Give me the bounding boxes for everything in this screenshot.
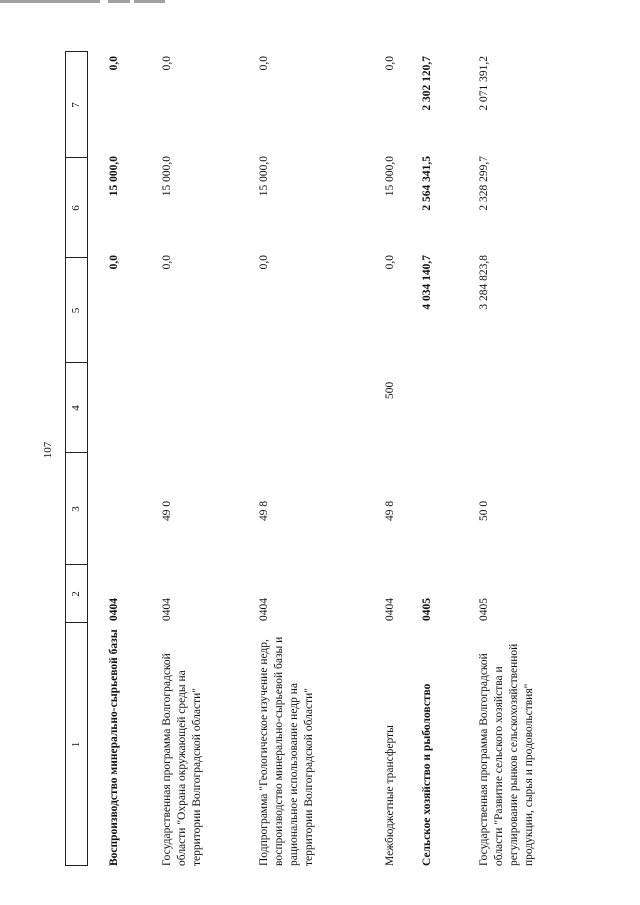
amount-col6: 15 000,0 <box>161 156 173 197</box>
section-code: 0405 <box>478 598 490 621</box>
column-header-6: 6 <box>70 205 82 211</box>
target-article: 49 8 <box>258 500 270 521</box>
row-name: Сельское хозяйство и рыболовство <box>421 683 433 866</box>
amount-col5: 0,0 <box>108 255 120 270</box>
column-header-2: 2 <box>70 591 82 597</box>
row-name: Государственная программа Волгоградской области "Развитие сельского хозяйства и регулирование рынков сельскохозяйственной продукции, сырья и продовольствия" <box>478 643 535 866</box>
amount-col7: 0,0 <box>384 56 396 71</box>
amount-col5: 0,0 <box>384 255 396 270</box>
expense-type: 500 <box>384 381 396 399</box>
header-top-border <box>65 51 66 866</box>
amount-col7: 0,0 <box>161 56 173 71</box>
row-name: Подпрограмма "Геологическое изучение недр, воспроизводство минерально-сырьевой базы и рациональное использование недр на территории Волгоградской области" <box>258 636 315 866</box>
target-article: 49 8 <box>384 500 396 521</box>
column-header-5: 5 <box>70 307 82 314</box>
column-header-3: 3 <box>70 506 82 512</box>
amount-col7: 0,0 <box>258 56 270 71</box>
amount-col5: 4 034 140,7 <box>421 255 433 310</box>
column-header-1: 1 <box>70 741 82 748</box>
amount-col6: 15 000,0 <box>258 156 270 197</box>
amount-col5: 0,0 <box>258 255 270 270</box>
column-header-4: 4 <box>70 405 82 411</box>
amount-col7: 2 071 391,2 <box>478 56 490 111</box>
section-code: 0405 <box>421 598 433 621</box>
section-code: 0404 <box>258 598 270 621</box>
scan-top-edge <box>0 0 165 3</box>
amount-col6: 15 000,0 <box>384 156 396 197</box>
header-bottom-border <box>87 51 88 866</box>
row-name: Воспроизводство минерально-сырьевой базы <box>108 629 120 866</box>
target-article: 50 0 <box>478 500 490 521</box>
column-header-7: 7 <box>70 102 82 108</box>
budget-table <box>65 51 535 866</box>
amount-col5: 3 284 823,8 <box>478 255 490 310</box>
amount-col6: 15 000,0 <box>108 156 120 197</box>
amount-col5: 0,0 <box>161 255 173 270</box>
amount-col7: 0,0 <box>108 56 120 71</box>
section-code: 0404 <box>108 598 120 621</box>
amount-col6: 2 564 341,5 <box>421 156 433 211</box>
row-name: Межбюджетные трансферты <box>384 725 396 866</box>
amount-col6: 2 328 299,7 <box>478 156 490 211</box>
target-article: 49 0 <box>161 500 173 521</box>
section-code: 0404 <box>384 598 396 621</box>
section-code: 0404 <box>161 598 173 621</box>
amount-col7: 2 302 120,7 <box>421 56 433 111</box>
row-name: Государственная программа Волгоградской области "Охрана окружающей среды на территории Волгоградской области" <box>161 653 203 866</box>
page-number: 107 <box>42 441 54 459</box>
